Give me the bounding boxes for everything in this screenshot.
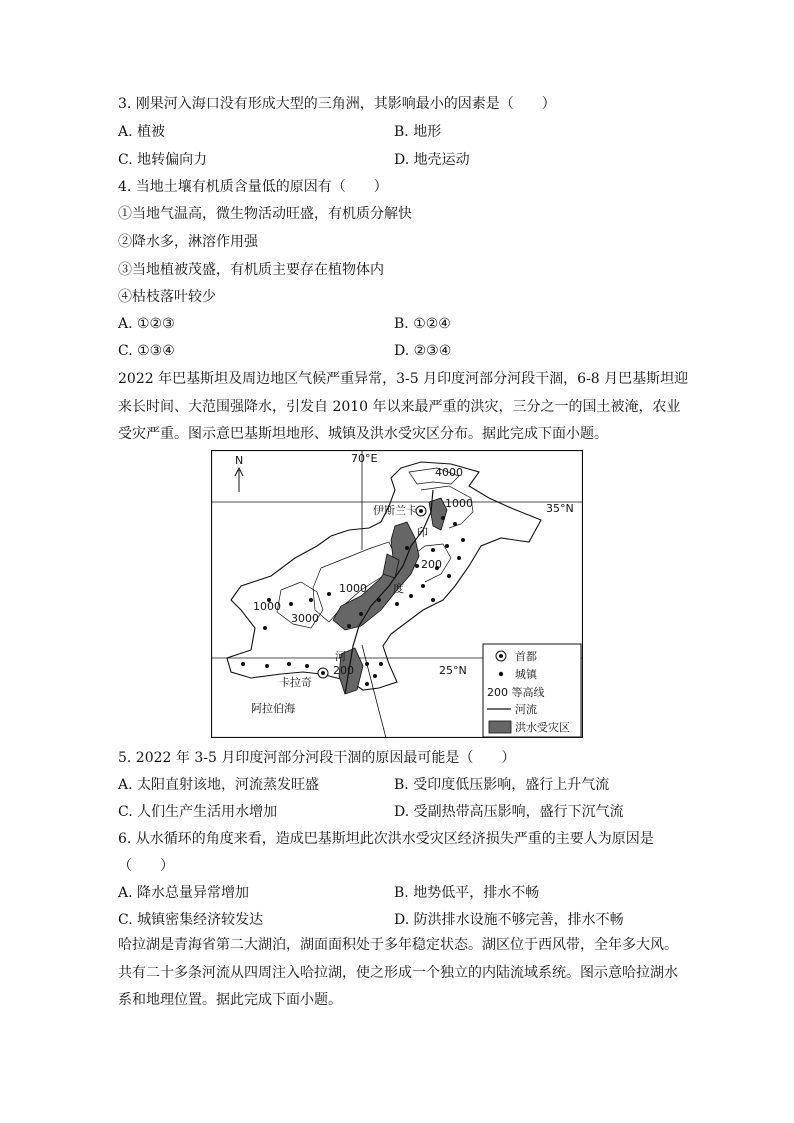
q6-stem-brackets: （ ） <box>118 858 174 874</box>
karachi-label: 卡拉奇 <box>279 676 312 689</box>
town-dot-icon <box>241 662 245 666</box>
latitude-35-label: 35°N <box>546 502 574 515</box>
town-dot-icon <box>347 624 351 628</box>
legend-capital-dot-icon <box>499 654 503 658</box>
q3-option-b: B. 地形 <box>394 124 442 140</box>
q4-option-b: B. ①②④ <box>394 316 451 332</box>
town-dot-icon <box>287 662 291 666</box>
town-dot-icon <box>461 538 465 542</box>
capital-label: 伊斯兰卡 <box>373 504 417 517</box>
passage-hala-line: 哈拉湖是青海省第二大湖泊，湖面面积处于多年稳定状态。湖区位于西风带，全年多大风。 <box>118 937 678 953</box>
q6-option-b: B. 地势低平，排水不畅 <box>394 885 540 901</box>
town-dot-icon <box>415 564 419 568</box>
q4-statement-2: ②降水多，淋溶作用强 <box>118 234 258 250</box>
contour-label-1000-far-west: 1000 <box>253 600 281 613</box>
legend-capital: 首都 <box>515 650 537 663</box>
contour-label-4000: 4000 <box>435 466 463 479</box>
north-label: N <box>235 454 244 467</box>
contour-label-3000: 3000 <box>291 612 319 625</box>
contour-label-200: 200 <box>421 558 442 571</box>
q5-stem: 5. 2022 年 3-5 月印度河部分河段干涸的原因最可能是（ ） <box>118 750 516 766</box>
passage-hala-lake <box>118 932 678 1015</box>
town-dot-icon <box>395 602 399 606</box>
q4-option-a: A. ①②③ <box>118 316 175 332</box>
q6-stem: 6. 从水循环的角度来看，造成巴基斯坦此次洪水受灾区经济损失严重的主要人为原因是 <box>118 831 654 847</box>
contour-label-200-south: 200 <box>333 664 354 677</box>
town-dot-icon <box>431 548 435 552</box>
legend-flood-icon <box>489 721 511 733</box>
sea-label: 阿拉伯海 <box>251 702 295 715</box>
town-dot-icon <box>379 662 383 666</box>
q3-option-c: C. 地转偏向力 <box>118 152 208 168</box>
town-dot-icon <box>457 556 461 560</box>
town-dot-icon <box>421 584 425 588</box>
town-dot-icon <box>289 602 293 606</box>
town-dot-icon <box>447 574 451 578</box>
town-dot-icon <box>309 598 313 602</box>
passage-pakistan-line: 2022 年巴基斯坦及周边地区气候严重异常，3-5 月印度河部分河段干涸，6-8 月巴基斯坦迎 <box>118 371 689 387</box>
town-dot-icon <box>405 546 409 550</box>
town-dot-icon <box>453 522 457 526</box>
q5-option-c: C. 人们生产生活用水增加 <box>118 804 278 820</box>
q5-option-d: D. 受副热带高压影响，盛行下沉气流 <box>394 804 624 820</box>
passage-hala-line: 系和地理位置。据此完成下面小题。 <box>118 992 342 1008</box>
q4-stem: 4. 当地土壤有机质含量低的原因有（ ） <box>118 179 388 195</box>
legend-town: 城镇 <box>515 668 537 681</box>
river-char-3: 河 <box>335 650 346 663</box>
q5-option-a: A. 太阳直射该地，河流蒸发旺盛 <box>118 777 320 793</box>
q4-statement-3: ③当地植被茂盛，有机质主要存在植物体内 <box>118 262 384 278</box>
town-dot-icon <box>365 682 369 686</box>
town-dot-icon <box>305 664 309 668</box>
karachi-dot-icon <box>321 671 325 675</box>
town-dot-icon <box>431 598 435 602</box>
passage-pakistan-line: 受灾严重。图示意巴基斯坦地形、城镇及洪水受灾区分布。据此完成下面小题。 <box>118 426 608 442</box>
q4-option-c: C. ①③④ <box>118 343 175 359</box>
town-dot-icon <box>445 544 449 548</box>
legend-river: 河流 <box>515 703 537 716</box>
q4-statement-4: ④枯枝落叶较少 <box>118 289 216 305</box>
legend-town-icon <box>499 672 503 676</box>
river-char-1: 印 <box>417 526 428 539</box>
town-dot-icon <box>373 674 377 678</box>
town-dot-icon <box>327 592 331 596</box>
legend-contour: 200 等高线 <box>487 686 545 699</box>
contour-label-1000: 1000 <box>445 497 473 510</box>
q3-option-d: D. 地壳运动 <box>394 152 470 168</box>
q6-option-a: A. 降水总量异常增加 <box>118 885 250 901</box>
town-dot-icon <box>409 594 413 598</box>
q5-option-b: B. 受印度低压影响，盛行上升气流 <box>394 777 610 793</box>
pakistan-map <box>211 450 583 738</box>
q4-option-d: D. ②③④ <box>394 343 452 359</box>
longitude-label: 70°E <box>351 452 378 465</box>
contour-label-1000-west: 1000 <box>339 582 367 595</box>
latitude-25-label: 25°N <box>439 664 467 677</box>
river-char-2: 度 <box>393 582 404 595</box>
passage-pakistan <box>118 366 689 449</box>
town-dot-icon <box>359 612 363 616</box>
town-dot-icon <box>265 664 269 668</box>
town-dot-icon <box>365 662 369 666</box>
capital-dot-icon <box>419 509 423 513</box>
town-dot-icon <box>263 626 267 630</box>
passage-hala-line: 共有二十多条河流从四周注入哈拉湖，使之形成一个独立的内陆流域系统。图示意哈拉湖水 <box>118 964 678 981</box>
legend-flood: 洪水受灾区 <box>515 721 570 734</box>
passage-pakistan-line: 来长时间、大范围强降水，引发自 2010 年以来最严重的洪灾，三分之一的国土被淹，农业 <box>118 398 681 415</box>
q6-option-d: D. 防洪排水设施不够完善，排水不畅 <box>394 912 624 928</box>
q3-stem: 3. 刚果河入海口没有形成大型的三角洲，其影响最小的因素是（ ） <box>118 96 556 112</box>
town-dot-icon <box>377 598 381 602</box>
q4-statement-1: ①当地气温高，微生物活动旺盛，有机质分解快 <box>118 206 412 222</box>
town-dot-icon <box>441 516 445 520</box>
q6-option-c: C. 城镇密集经济较发达 <box>118 912 264 928</box>
q3-option-a: A. 植被 <box>118 124 166 140</box>
